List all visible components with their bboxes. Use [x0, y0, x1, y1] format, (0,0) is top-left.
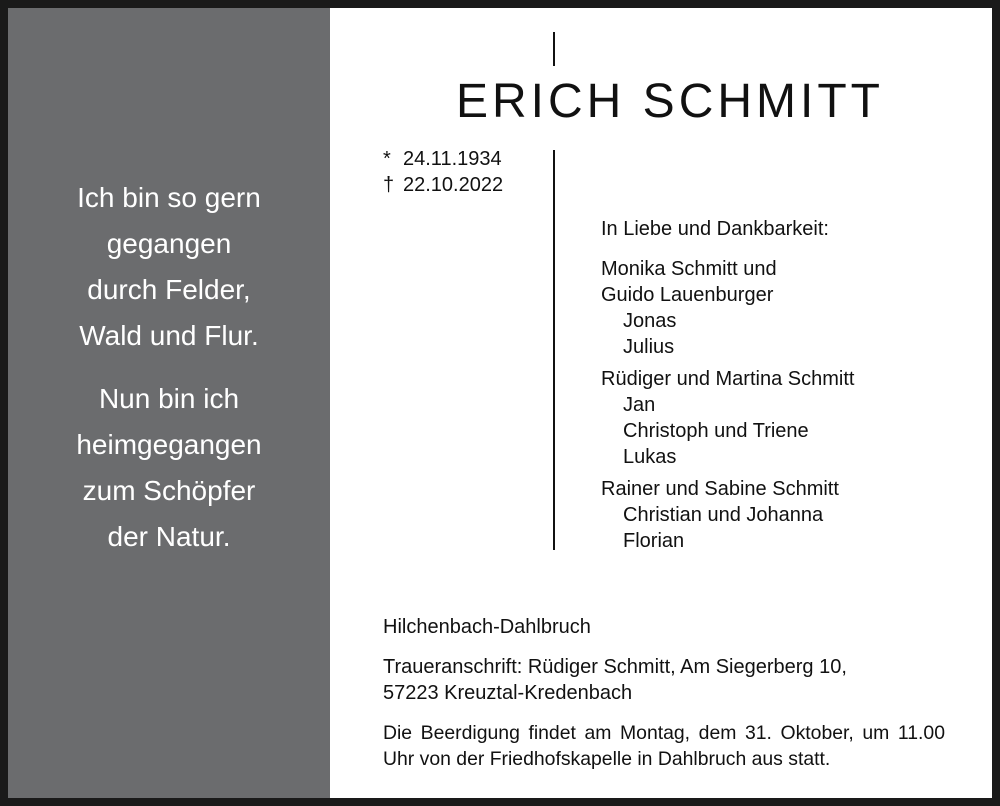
family-group — [601, 256, 854, 360]
obituary-card — [8, 8, 992, 798]
family-parents: Monika Schmitt und — [601, 258, 777, 280]
life-dates — [383, 146, 503, 198]
family-child: Christoph und Triene — [623, 420, 809, 442]
family-child: Florian — [623, 530, 685, 552]
birth-date: 24.11.1934 — [403, 148, 502, 170]
birth-star-icon: * — [383, 148, 391, 170]
family-child: Jan — [623, 394, 656, 416]
poem-stanza-2 — [8, 376, 330, 560]
poem-line: zum Schöpfer — [82, 475, 256, 506]
poem-line: der Natur. — [107, 521, 231, 552]
family-parents: Guido Lauenburger — [601, 284, 774, 306]
family-parents: Rainer und Sabine Schmitt — [601, 478, 839, 500]
poem-panel — [8, 8, 330, 798]
poem-stanza-1 — [8, 175, 330, 359]
cross-top-bar — [553, 32, 555, 66]
poem-line: Nun bin ich — [98, 383, 240, 414]
birth-date-row — [383, 146, 503, 172]
address-line: Traueranschrift: Rüdiger Schmitt, Am Siegerberg 10, — [383, 656, 847, 678]
family-group — [601, 476, 854, 554]
family-child: Christian und Johanna — [623, 504, 824, 526]
poem-line: gegangen — [106, 228, 232, 259]
poem-line: Ich bin so gern — [77, 182, 261, 213]
mourning-address — [383, 654, 945, 706]
poem-line: Wald und Flur. — [79, 320, 259, 351]
family-group — [601, 366, 854, 470]
family-child: Jonas — [623, 310, 677, 332]
place-of-residence: Hilchenbach-Dahlbruch — [383, 616, 591, 638]
poem-line: heimgegangen — [76, 429, 262, 460]
death-cross-icon: † — [383, 174, 395, 196]
death-date: 22.10.2022 — [403, 174, 504, 196]
death-date-row — [383, 172, 503, 198]
poem-line: durch Felder, — [87, 274, 251, 305]
address-line: 57223 Kreuztal-Kredenbach — [383, 682, 633, 704]
family-parents: Rüdiger und Martina Schmitt — [601, 368, 855, 390]
funeral-notice: Die Beerdigung findet am Montag, dem 31. Oktober, um 11.00 Uhr von der Friedhofskapelle in Dahlbruch aus statt. — [383, 722, 945, 770]
family-child: Julius — [623, 336, 675, 358]
family-child: Lukas — [623, 446, 677, 468]
deceased-name: ERICH SCHMITT — [456, 75, 884, 128]
mourners-list — [601, 216, 854, 560]
cross-vertical-bar — [553, 150, 555, 550]
mourners-intro: In Liebe und Dankbarkeit: — [601, 218, 829, 240]
